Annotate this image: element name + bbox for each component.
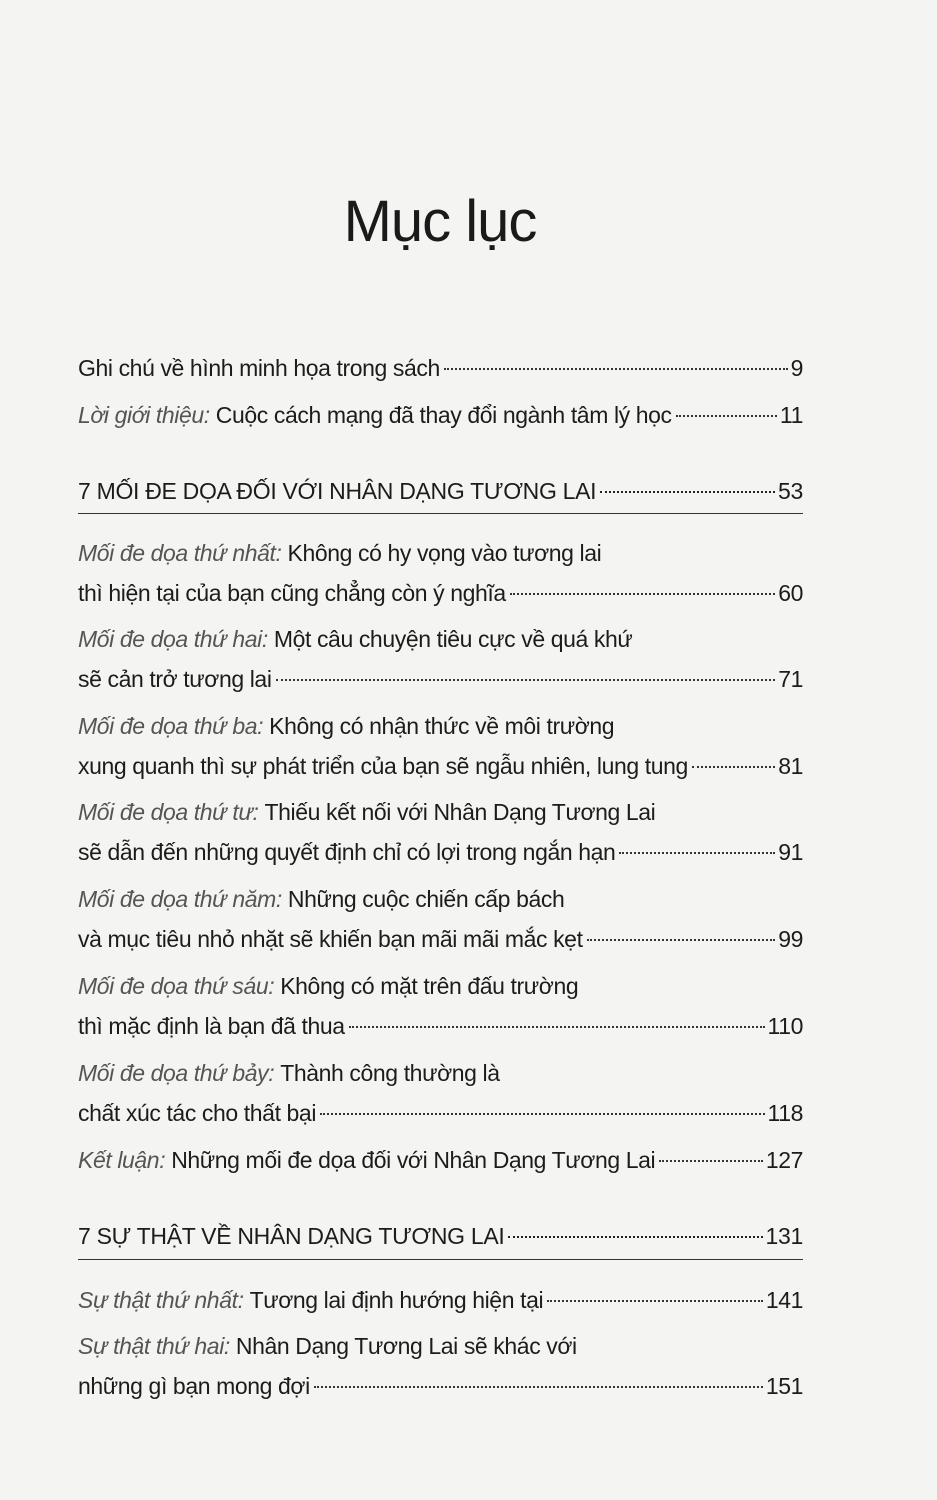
dot-leader <box>659 1160 763 1162</box>
dot-leader <box>320 1113 764 1115</box>
toc-entry-threat-2-line2[interactable] <box>78 662 803 696</box>
toc-entry-threat-2-line1[interactable] <box>78 622 803 656</box>
page-number: 11 <box>779 402 803 428</box>
toc-entry-truth-2-line1[interactable] <box>78 1329 803 1363</box>
page-number: 91 <box>778 839 803 865</box>
toc-entry-text: xung quanh thì sự phát triển của bạn sẽ ngẫu nhiên, lung tung <box>78 753 688 779</box>
section-divider <box>78 1259 803 1260</box>
toc-entry-text: Không có hy vọng vào tương lai <box>287 540 602 566</box>
toc-entry-threat-1-line2[interactable] <box>78 576 803 610</box>
dot-leader <box>587 939 776 941</box>
dot-leader <box>444 368 788 370</box>
toc-entry-text: Không có mặt trên đấu trường <box>280 973 579 999</box>
toc-entry-lead: Mối đe dọa thứ năm: <box>78 886 282 912</box>
toc-entry-threat-5-line2[interactable] <box>78 922 803 956</box>
page-number: 60 <box>778 580 803 606</box>
section-divider <box>78 513 803 514</box>
toc-entry-text: Một câu chuyện tiêu cực về quá khứ <box>273 626 633 652</box>
page-title: Mục lục <box>343 189 537 254</box>
toc-entry-text: Những mối đe dọa đối với Nhân Dạng Tương Lai <box>171 1147 656 1173</box>
section-heading-text: 7 SỰ THẬT VỀ NHÂN DẠNG TƯƠNG LAI <box>78 1223 505 1249</box>
toc-entry-text: sẽ dẫn đến những quyết định chỉ có lợi trong ngắn hạn <box>78 839 616 865</box>
page-number: 71 <box>778 666 803 692</box>
dot-leader <box>349 1026 765 1028</box>
toc-entry-lead: Mối đe dọa thứ bảy: <box>78 1060 275 1086</box>
toc-entry-lead: Mối đe dọa thứ tư: <box>78 799 259 825</box>
page-number: 151 <box>765 1373 803 1399</box>
toc-entry-introduction[interactable] <box>78 398 803 432</box>
toc-entry-text: Những cuộc chiến cấp bách <box>287 886 565 912</box>
toc-entry-lead: Lời giới thiệu: <box>78 402 210 428</box>
toc-entry-lead: Mối đe dọa thứ sáu: <box>78 973 275 999</box>
toc-entry-threat-6-line2[interactable] <box>78 1009 803 1043</box>
toc-entry-text: Nhân Dạng Tương Lai sẽ khác với <box>235 1333 577 1359</box>
toc-entry-text: Không có nhận thức về môi trường <box>269 713 615 739</box>
toc-entry-lead: Sự thật thứ nhất: <box>78 1287 244 1313</box>
toc-entry-text: thì hiện tại của bạn cũng chẳng còn ý nghĩa <box>78 580 506 606</box>
page-number: 9 <box>790 355 803 381</box>
dot-leader <box>619 852 775 854</box>
toc-entry-conclusion[interactable] <box>78 1143 803 1177</box>
dot-leader <box>314 1386 763 1388</box>
toc-entry-text: chất xúc tác cho thất bại <box>78 1100 317 1126</box>
toc-entry-text: Thiếu kết nối với Nhân Dạng Tương Lai <box>264 799 656 825</box>
dot-leader <box>676 415 777 417</box>
dot-leader <box>600 491 775 493</box>
dot-leader <box>510 593 775 595</box>
page-number: 81 <box>778 753 803 779</box>
page-number: 110 <box>767 1013 803 1039</box>
toc-entry-text: những gì bạn mong đợi <box>78 1373 310 1399</box>
section-heading-threats[interactable] <box>78 474 803 508</box>
toc-entry-text: thì mặc định là bạn đã thua <box>78 1013 345 1039</box>
toc-entry-threat-5-line1[interactable] <box>78 882 803 916</box>
dot-leader <box>508 1236 762 1238</box>
toc-entry-threat-7-line1[interactable] <box>78 1056 803 1090</box>
toc-entry-lead: Sự thật thứ hai: <box>78 1333 230 1359</box>
toc-entry-threat-3-line1[interactable] <box>78 709 803 743</box>
section-heading-text: 7 MỐI ĐE DỌA ĐỐI VỚI NHÂN DẠNG TƯƠNG LAI <box>78 478 597 504</box>
toc-entry-text: sẽ cản trở tương lai <box>78 666 272 692</box>
toc-entry-threat-6-line1[interactable] <box>78 969 803 1003</box>
page-number: 53 <box>778 478 803 504</box>
toc-entry-text: và mục tiêu nhỏ nhặt sẽ khiến bạn mãi mãi mắc kẹt <box>78 926 583 952</box>
page-number: 99 <box>778 926 803 952</box>
toc-entry-illustrations-note[interactable] <box>78 351 803 385</box>
page-number: 131 <box>765 1223 803 1249</box>
toc-entry-truth-2-line2[interactable] <box>78 1369 803 1403</box>
toc-entry-text: Tương lai định hướng hiện tại <box>249 1287 544 1313</box>
toc-entry-threat-4-line1[interactable] <box>78 795 803 829</box>
toc-entry-lead: Mối đe dọa thứ nhất: <box>78 540 282 566</box>
toc-entry-text: Cuộc cách mạng đã thay đổi ngành tâm lý học <box>215 402 672 428</box>
toc-entry-threat-1-line1[interactable] <box>78 536 803 570</box>
dot-leader <box>692 766 775 768</box>
toc-entry-lead: Mối đe dọa thứ hai: <box>78 626 268 652</box>
page-number: 118 <box>767 1100 803 1126</box>
toc-entry-truth-1[interactable] <box>78 1283 803 1317</box>
toc-entry-threat-3-line2[interactable] <box>78 749 803 783</box>
dot-leader <box>547 1300 763 1302</box>
page-number: 141 <box>765 1287 803 1313</box>
page-number: 127 <box>765 1147 803 1173</box>
toc-entry-text: Ghi chú về hình minh họa trong sách <box>78 355 440 381</box>
toc-entry-threat-7-line2[interactable] <box>78 1096 803 1130</box>
toc-entry-lead: Mối đe dọa thứ ba: <box>78 713 264 739</box>
toc-entry-threat-4-line2[interactable] <box>78 835 803 869</box>
dot-leader <box>276 679 776 681</box>
toc-entry-lead: Kết luận: <box>78 1147 166 1173</box>
toc-entry-text: Thành công thường là <box>280 1060 500 1086</box>
section-heading-truths[interactable] <box>78 1219 803 1253</box>
